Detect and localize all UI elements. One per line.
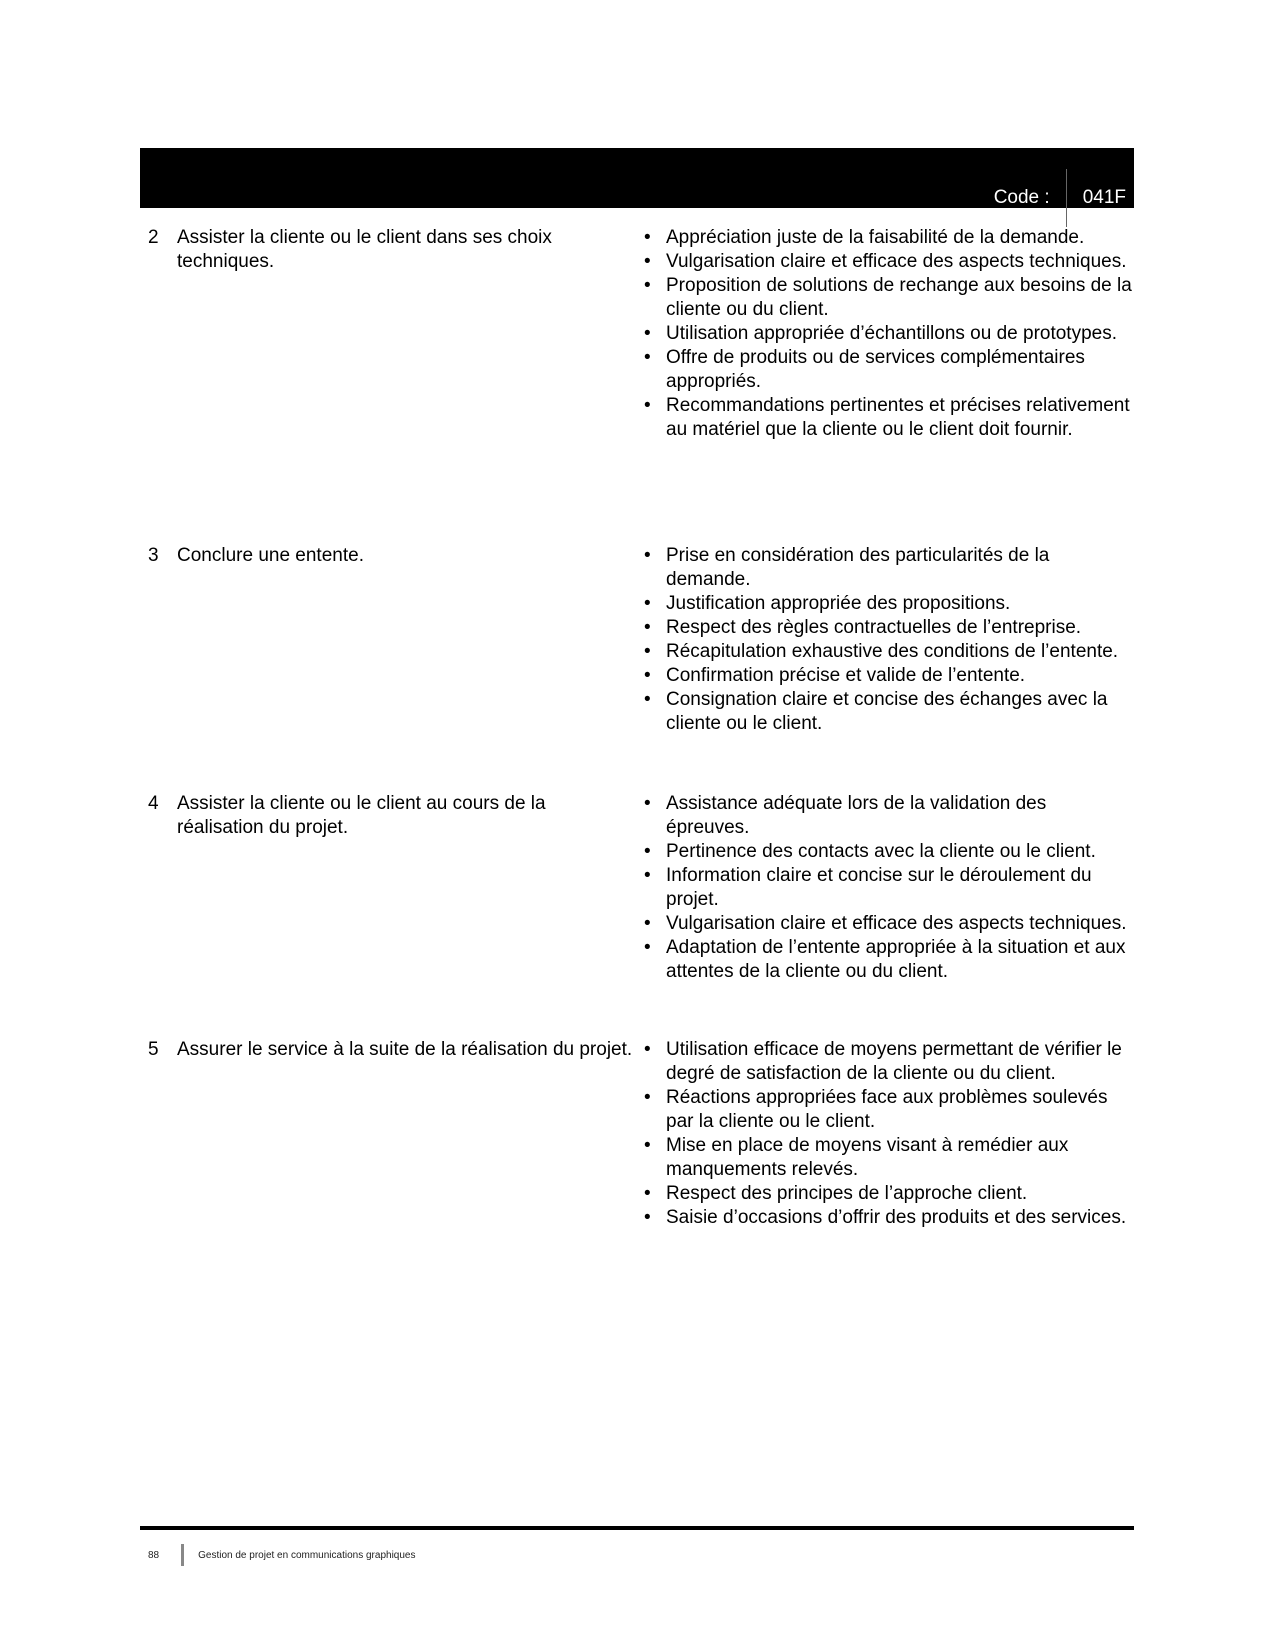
list-item: [644, 688, 1134, 736]
criterion-text: Saisie d’occasions d’offrir des produits et des services.: [666, 1207, 1127, 1228]
footer-divider: [181, 1544, 184, 1566]
list-item: [644, 346, 1134, 394]
list-item: [644, 936, 1134, 984]
bullet-icon: •: [644, 617, 651, 638]
list-item: [644, 792, 1134, 840]
bullet-icon: •: [644, 1135, 651, 1156]
criteria-list: [644, 544, 1134, 736]
list-item: [644, 226, 1134, 250]
criterion-text: Information claire et concise sur le déroulement du projet.: [666, 865, 1092, 910]
criterion-text: Pertinence des contacts avec la cliente ou le client.: [666, 841, 1096, 862]
bullet-icon: •: [644, 1039, 651, 1060]
bullet-icon: •: [644, 593, 651, 614]
criterion-text: Confirmation précise et valide de l’entente.: [666, 665, 1026, 686]
task-number: 3: [148, 545, 159, 566]
list-item: [644, 616, 1134, 640]
list-item: [644, 1086, 1134, 1134]
criterion-text: Proposition de solutions de rechange aux besoins de la cliente ou du client.: [666, 275, 1132, 320]
bullet-icon: •: [644, 689, 651, 710]
criterion-text: Vulgarisation claire et efficace des aspects techniques.: [666, 251, 1127, 272]
bullet-icon: •: [644, 395, 651, 416]
table-row: [148, 544, 1134, 792]
program-code: [994, 169, 1126, 227]
code-label: Code :: [993, 187, 1050, 208]
criterion-text: Respect des règles contractuelles de l’entreprise.: [666, 617, 1082, 638]
program-title: Gestion de projet en communications graphiques: [198, 1549, 416, 1561]
task-text: Conclure une entente.: [177, 545, 364, 566]
task-cell: [148, 1038, 644, 1298]
bullet-icon: •: [644, 1183, 651, 1204]
footer-rule: [140, 1526, 1134, 1530]
list-item: [644, 864, 1134, 912]
list-item: [644, 274, 1134, 322]
criteria-cell: [644, 226, 1134, 544]
table-row: [148, 226, 1134, 544]
criterion-text: Utilisation efficace de moyens permettant de vérifier le degré de satisfaction de la cliente ou du client.: [666, 1039, 1122, 1084]
task-number: 2: [148, 227, 159, 248]
criteria-list: [644, 226, 1134, 442]
bullet-icon: •: [644, 665, 651, 686]
criteria-cell: [644, 544, 1134, 792]
bullet-icon: •: [644, 793, 651, 814]
bullet-icon: •: [644, 323, 651, 344]
task-text: Assister la cliente ou le client au cours de la réalisation du projet.: [177, 793, 546, 838]
competency-table: [148, 226, 1134, 1298]
page-number: 88: [148, 1549, 160, 1561]
list-item: [644, 1182, 1134, 1206]
task-cell: [148, 544, 644, 792]
criterion-text: Appréciation juste de la faisabilité de la demande.: [666, 227, 1085, 248]
page-footer: [148, 1544, 415, 1566]
criterion-text: Assistance adéquate lors de la validation des épreuves.: [666, 793, 1047, 838]
bullet-icon: •: [644, 841, 651, 862]
bullet-icon: •: [644, 937, 651, 958]
list-item: [644, 912, 1134, 936]
list-item: [644, 1134, 1134, 1182]
table-row: [148, 1038, 1134, 1298]
bullet-icon: •: [644, 251, 651, 272]
criterion-text: Consignation claire et concise des échanges avec la cliente ou le client.: [666, 689, 1108, 734]
task-text: Assister la cliente ou le client dans ses choix techniques.: [177, 227, 552, 272]
header-band: [140, 148, 1134, 208]
criteria-list: [644, 1038, 1134, 1230]
criterion-text: Mise en place de moyens visant à remédier aux manquements relevés.: [666, 1135, 1069, 1180]
list-item: [644, 544, 1134, 592]
task-cell: [148, 792, 644, 1038]
criterion-text: Prise en considération des particularités de la demande.: [666, 545, 1050, 590]
bullet-icon: •: [644, 275, 651, 296]
criterion-text: Adaptation de l’entente appropriée à la situation et aux attentes de la cliente ou du client.: [666, 937, 1126, 982]
list-item: [644, 322, 1134, 346]
criterion-text: Recommandations pertinentes et précises relativement au matériel que la cliente ou le client doit fournir.: [666, 395, 1130, 440]
list-item: [644, 1206, 1134, 1230]
list-item: [644, 592, 1134, 616]
code-value: 041F: [1082, 187, 1126, 208]
bullet-icon: •: [644, 545, 651, 566]
list-item: [644, 664, 1134, 688]
task-number: 5: [148, 1039, 159, 1060]
bullet-icon: •: [644, 1207, 651, 1228]
list-item: [644, 250, 1134, 274]
list-item: [644, 840, 1134, 864]
list-item: [644, 1038, 1134, 1086]
task-cell: [148, 226, 644, 544]
bullet-icon: •: [644, 1087, 651, 1108]
bullet-icon: •: [644, 913, 651, 934]
bullet-icon: •: [644, 227, 651, 248]
code-divider: [1066, 169, 1067, 227]
bullet-icon: •: [644, 641, 651, 662]
criteria-cell: [644, 792, 1134, 1038]
list-item: [644, 640, 1134, 664]
criterion-text: Respect des principes de l’approche client.: [666, 1183, 1028, 1204]
criterion-text: Justification appropriée des propositions.: [666, 593, 1011, 614]
criterion-text: Réactions appropriées face aux problèmes soulevés par la cliente ou le client.: [666, 1087, 1108, 1132]
criterion-text: Vulgarisation claire et efficace des aspects techniques.: [666, 913, 1127, 934]
task-number: 4: [148, 793, 159, 814]
bullet-icon: •: [644, 865, 651, 886]
list-item: [644, 394, 1134, 442]
criteria-list: [644, 792, 1134, 984]
table-row: [148, 792, 1134, 1038]
task-text: Assurer le service à la suite de la réalisation du projet.: [177, 1039, 633, 1060]
criterion-text: Utilisation appropriée d’échantillons ou de prototypes.: [666, 323, 1117, 344]
criteria-cell: [644, 1038, 1134, 1298]
criterion-text: Récapitulation exhaustive des conditions de l’entente.: [666, 641, 1119, 662]
criterion-text: Offre de produits ou de services complémentaires appropriés.: [666, 347, 1085, 392]
bullet-icon: •: [644, 347, 651, 368]
